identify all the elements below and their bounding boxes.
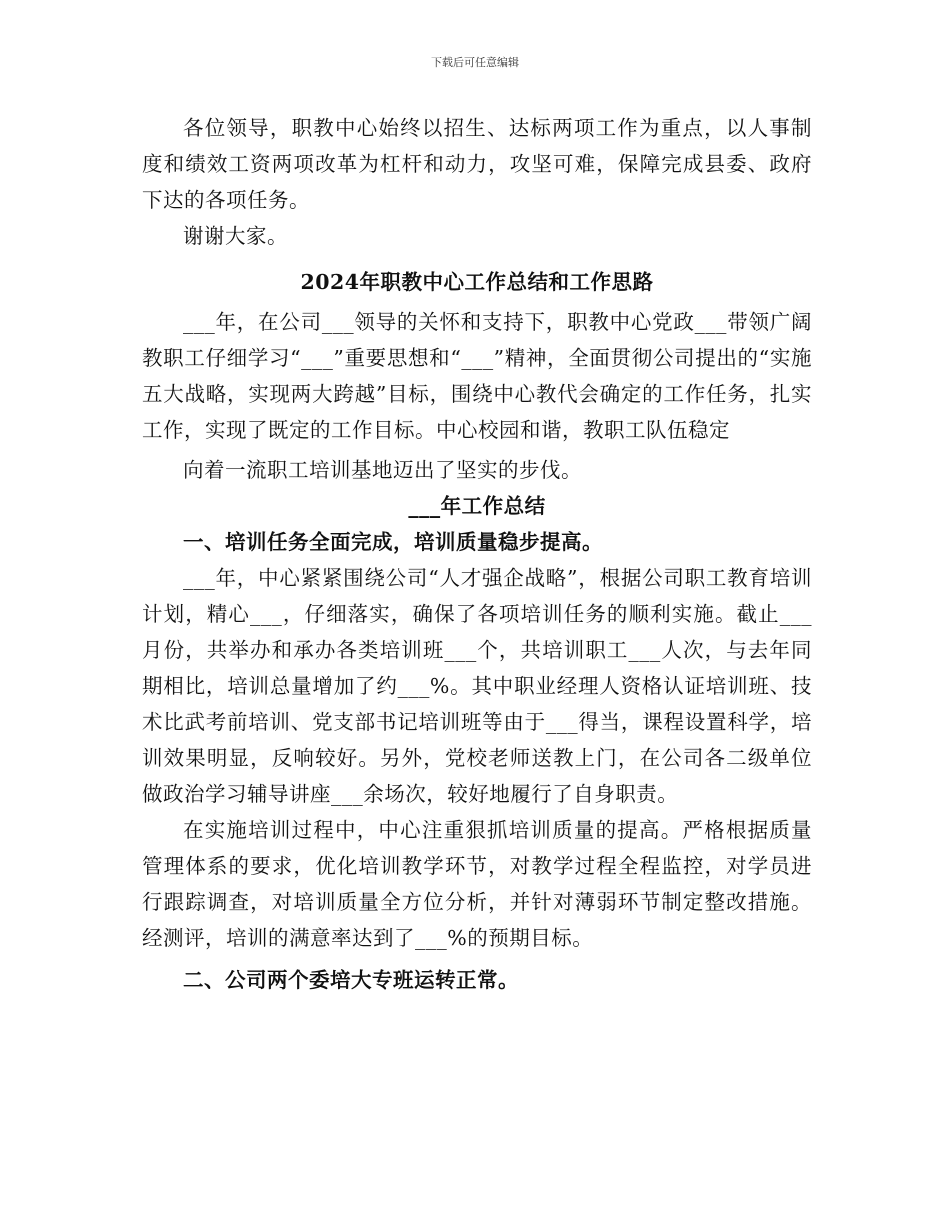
paragraph-training-quality: 在实施培训过程中，中心注重狠抓培训质量的提高。严格根据质量管理体系的要求，优化培训教学环节，对教学过程全程监控，对学员进行跟踪调查，对培训质量全方位分析，并针对薄弱环节制定整改措施。经测评，培训的满意率达到了___%的预期目标。	[142, 818, 812, 950]
document-title: 2024年职教中心工作总结和工作思路	[300, 270, 654, 294]
document-body	[142, 110, 812, 998]
section-heading-1: 一、培训任务全面完成，培训质量稳步提高。	[183, 530, 603, 554]
paragraph-thanks: 谢谢大家。	[183, 224, 288, 248]
paragraph-training-summary: ___年，中心紧紧围绕公司“人才强企战略”，根据公司职工教育培训计划，精心___，仔细落实，确保了各项培训任务的顺利实施。截止___月份，共举办和承办各类培训班___个，共培训职工___人次，与去年同期相比，培训总量增加了约___%。其中职业经理人资格认证培训班、技术比武考前培训、党支部书记培训班等由于___得当，课程设置科学，培训效果明显，反响较好。另外，党校老师送教上门，在公司各二级单位做政治学习辅导讲座___余场次，较好地履行了自身职责。	[142, 566, 812, 806]
section-heading-2: 二、公司两个委培大专班运转正常。	[183, 968, 519, 992]
paragraph-closing-remarks: 各位领导，职教中心始终以招生、达标两项工作为重点，以人事制度和绩效工资两项改革为杠杆和动力，攻坚可难，保障完成县委、政府下达的各项任务。	[142, 116, 812, 212]
header-note: 下载后可任意编辑	[431, 56, 519, 69]
paragraph-intro-continued: 向着一流职工培训基地迈出了坚实的步伐。	[183, 458, 582, 482]
section-subtitle: ___年工作总结	[408, 494, 546, 518]
paragraph-intro: ___年，在公司___领导的关怀和支持下，职教中心党政___带领广阔教职工仔细学习“___”重要思想和“___”精神，全面贯彻公司提出的“实施五大战略，实现两大跨越”目标，围绕中心教代会确定的工作任务，扎实工作，实现了既定的工作目标。中心校园和谐，教职工队伍稳定	[142, 310, 812, 442]
